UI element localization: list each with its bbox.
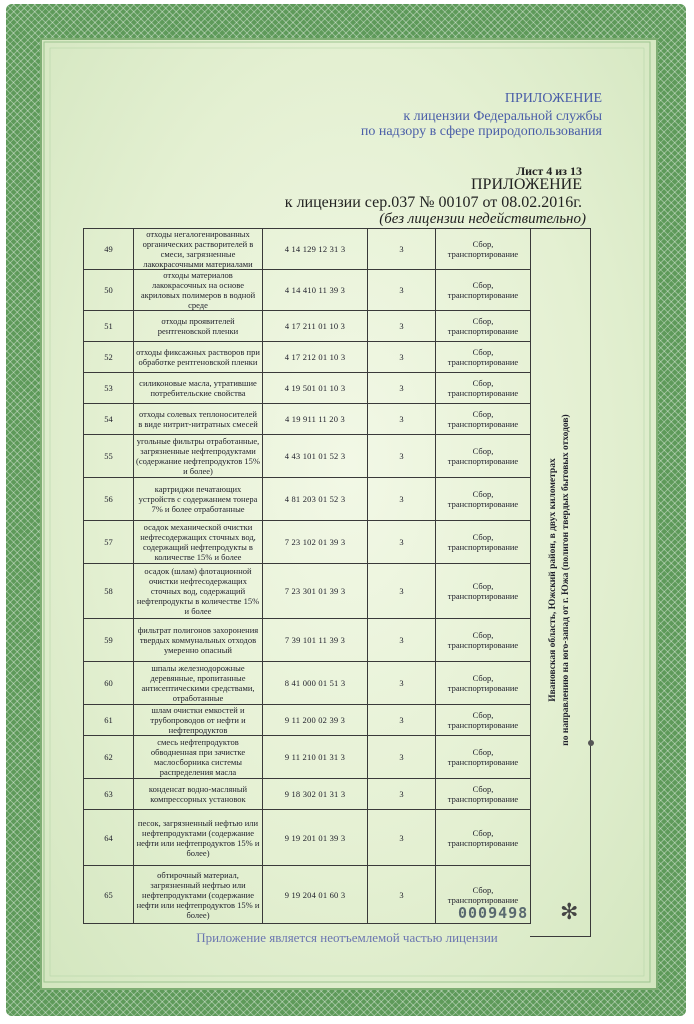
hazard-class: 3 — [368, 736, 436, 779]
fkko-code: 9 11 200 02 39 3 — [263, 705, 368, 736]
fkko-code: 7 23 301 01 39 3 — [263, 564, 368, 619]
waste-name: угольные фильтры отработанные, загрязненные нефтепродуктами (содержание нефтепродуктов 15% и более) — [134, 435, 263, 478]
hazard-class: 3 — [368, 311, 436, 342]
row-number: 52 — [84, 342, 134, 373]
table-row — [84, 521, 531, 564]
ink-dot — [588, 740, 594, 746]
activity-type: Сбор, транспортирование — [436, 478, 531, 521]
table-row — [84, 736, 531, 779]
waste-name: осадок механической очистки нефтесодержащих сточных вод, содержащий нефтепродукты в количестве 15% и более — [134, 521, 263, 564]
hazard-class: 3 — [368, 404, 436, 435]
fkko-code: 4 19 501 01 10 3 — [263, 373, 368, 404]
activity-type: Сбор, транспортирование — [436, 270, 531, 311]
table-row — [84, 662, 531, 705]
row-number: 54 — [84, 404, 134, 435]
location-line-1: Ивановская область, Южский район, в двух километрах — [548, 458, 558, 702]
row-number: 61 — [84, 705, 134, 736]
header-appendix-title: ПРИЛОЖЕНИЕ — [504, 91, 602, 106]
table-row — [84, 404, 531, 435]
activity-type: Сбор, транспортирование — [436, 521, 531, 564]
row-number: 59 — [84, 619, 134, 662]
row-number: 63 — [84, 779, 134, 810]
activity-type: Сбор, транспортирование — [436, 404, 531, 435]
fkko-code: 9 18 302 01 31 3 — [263, 779, 368, 810]
hazard-class: 3 — [368, 229, 436, 270]
table-row — [84, 270, 531, 311]
location-text — [547, 414, 573, 745]
fkko-code: 9 19 201 01 39 3 — [263, 810, 368, 866]
fkko-code: 4 19 911 11 20 3 — [263, 404, 368, 435]
waste-name: конденсат водно-масляный компрессорных установок — [134, 779, 263, 810]
waste-name: фильтрат полигонов захоронения твердых коммунальных отходов умеренно опасный — [134, 619, 263, 662]
appendix-title: ПРИЛОЖЕНИЕ — [470, 176, 582, 193]
table-row — [84, 705, 531, 736]
row-number: 64 — [84, 810, 134, 866]
waste-name: осадок (шлам) флотационной очистки нефтесодержащих сточных вод, содержащий нефтепродукты в количестве 15% и более — [134, 564, 263, 619]
hazard-class: 3 — [368, 478, 436, 521]
fkko-code: 9 19 204 01 60 3 — [263, 866, 368, 924]
hazard-class: 3 — [368, 435, 436, 478]
waste-name: шпалы железнодорожные деревянные, пропитанные антисептическими средствами, отработанные — [134, 662, 263, 705]
waste-name: отходы материалов лакокрасочных на основе акриловых полимеров в водной среде — [134, 270, 263, 311]
hazard-class: 3 — [368, 342, 436, 373]
license-note: (без лицензии недействительно) — [379, 211, 586, 227]
hazard-class: 3 — [368, 866, 436, 924]
table-row — [84, 342, 531, 373]
table-row — [84, 229, 531, 270]
activity-type: Сбор, транспортирование — [436, 705, 531, 736]
fkko-code: 7 39 101 11 39 3 — [263, 619, 368, 662]
hazard-class: 3 — [368, 373, 436, 404]
sheet-number: Лист 4 из 13 — [516, 164, 582, 178]
row-number: 55 — [84, 435, 134, 478]
hazard-class: 3 — [368, 564, 436, 619]
fkko-code: 8 41 000 01 51 3 — [263, 662, 368, 705]
activity-type: Сбор, транспортирование — [436, 342, 531, 373]
hazard-class: 3 — [368, 779, 436, 810]
fkko-code: 4 14 410 11 39 3 — [263, 270, 368, 311]
row-number: 51 — [84, 311, 134, 342]
serial-number: 0009498 — [458, 904, 529, 922]
activity-type: Сбор, транспортирование — [436, 229, 531, 270]
row-number: 49 — [84, 229, 134, 270]
activity-type: Сбор, транспортирование — [436, 736, 531, 779]
waste-name: смесь нефтепродуктов обводненная при зачистке маслосборника системы распределения масла — [134, 736, 263, 779]
waste-name: картриджи печатающих устройств с содержанием тонера 7% и более отработанные — [134, 478, 263, 521]
fkko-code: 4 43 101 01 52 3 — [263, 435, 368, 478]
license-reference: к лицензии сер.037 № 00107 от 08.02.2016г. — [284, 194, 582, 211]
row-number: 65 — [84, 866, 134, 924]
waste-name: отходы солевых теплоносителей в виде нитрит-нитратных смесей — [134, 404, 263, 435]
table-row — [84, 779, 531, 810]
waste-table — [83, 228, 531, 924]
hazard-class: 3 — [368, 810, 436, 866]
waste-name: песок, загрязненный нефтью или нефтепродуктами (содержание нефти или нефтепродуктов 15% и более) — [134, 810, 263, 866]
waste-name: отходы проявителей рентгеновской пленки — [134, 311, 263, 342]
fkko-code: 7 23 102 01 39 3 — [263, 521, 368, 564]
header-license-authority: к лицензии Федеральной службы — [403, 109, 602, 124]
activity-type: Сбор, транспортирование — [436, 311, 531, 342]
activity-type: Сбор, транспортирование — [436, 373, 531, 404]
hazard-class: 3 — [368, 270, 436, 311]
waste-name: отходы негалогенированных органических растворителей в смеси, загрязненные лакокрасочными материалами — [134, 229, 263, 270]
row-number: 53 — [84, 373, 134, 404]
table-row — [84, 311, 531, 342]
location-line-2: по направлению на юго-запад от г. Южа (полигон твердых бытовых отходов) — [561, 414, 571, 746]
activity-type: Сбор, транспортирование — [436, 662, 531, 705]
row-number: 56 — [84, 478, 134, 521]
table-row — [84, 564, 531, 619]
table-row — [84, 373, 531, 404]
fkko-code: 4 17 212 01 10 3 — [263, 342, 368, 373]
waste-name: шлам очистки емкостей и трубопроводов от нефти и нефтепродуктов — [134, 705, 263, 736]
activity-type: Сбор, транспортирование — [436, 810, 531, 866]
hazard-class: 3 — [368, 521, 436, 564]
waste-name: обтирочный материал, загрязненный нефтью или нефтепродуктами (содержание нефти или нефтепродуктов 15% и более) — [134, 866, 263, 924]
waste-name: силиконовые масла, утратившие потребительские свойства — [134, 373, 263, 404]
fkko-code: 4 81 203 01 52 3 — [263, 478, 368, 521]
activity-type: Сбор, транспортирование — [436, 866, 531, 924]
table-row — [84, 619, 531, 662]
row-number: 58 — [84, 564, 134, 619]
row-number: 60 — [84, 662, 134, 705]
star-mark: ✻ — [560, 899, 579, 924]
table-row — [84, 810, 531, 866]
table-row — [84, 478, 531, 521]
table-row — [84, 435, 531, 478]
fkko-code: 4 14 129 12 31 3 — [263, 229, 368, 270]
header-supervision-line: по надзору в сфере природопользования — [360, 124, 602, 139]
fkko-code: 9 11 210 01 31 3 — [263, 736, 368, 779]
row-number: 50 — [84, 270, 134, 311]
activity-type: Сбор, транспортирование — [436, 619, 531, 662]
activity-type: Сбор, транспортирование — [436, 779, 531, 810]
fkko-code: 4 17 211 01 10 3 — [263, 311, 368, 342]
row-number: 57 — [84, 521, 134, 564]
footer-note: Приложение является неотъемлемой частью лицензии — [196, 930, 498, 945]
activity-type: Сбор, транспортирование — [436, 435, 531, 478]
hazard-class: 3 — [368, 705, 436, 736]
hazard-class: 3 — [368, 619, 436, 662]
hazard-class: 3 — [368, 662, 436, 705]
activity-type: Сбор, транспортирование — [436, 564, 531, 619]
row-number: 62 — [84, 736, 134, 779]
waste-name: отходы фиксажных растворов при обработке рентгеновской пленки — [134, 342, 263, 373]
